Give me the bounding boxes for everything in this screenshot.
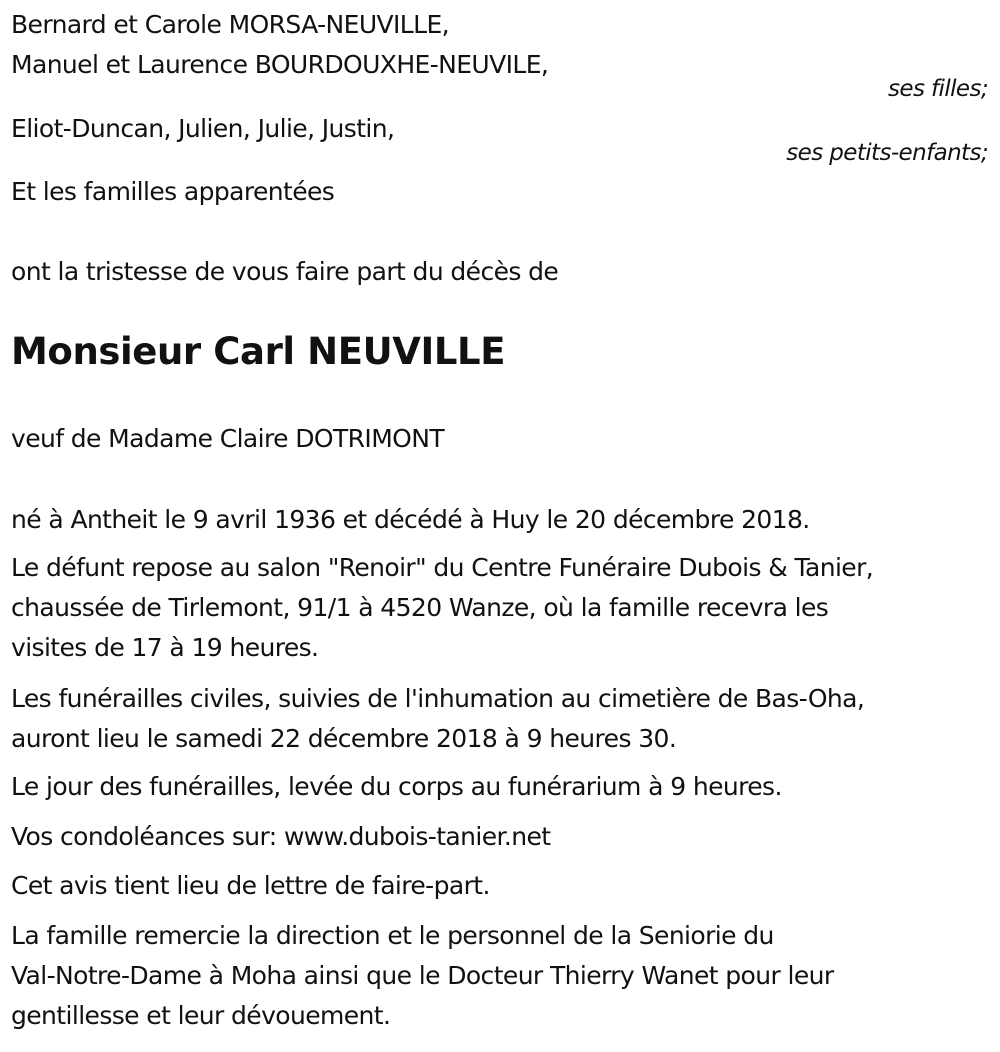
rest-line-1: Le défunt repose au salon "Renoir" du Centre Funéraire Dubois & Tanier, <box>11 553 874 582</box>
family-line-2: Manuel et Laurence BOURDOUXHE-NEUVILE, <box>11 50 549 79</box>
grandchildren-line: Eliot-Duncan, Julien, Julie, Justin, <box>11 114 395 143</box>
birth-death-line: né à Antheit le 9 avril 1936 et décédé à Huy le 20 décembre 2018. <box>11 505 810 534</box>
family-line-1: Bernard et Carole MORSA-NEUVILLE, <box>11 10 449 39</box>
departure-line: Le jour des funérailles, levée du corps au funérarium à 9 heures. <box>11 772 782 801</box>
funeral-line-2: auront lieu le samedi 22 décembre 2018 à 9 heures 30. <box>11 724 677 753</box>
condolences-line: Vos condoléances sur: www.dubois-tanier.net <box>11 822 551 851</box>
funeral-line-1: Les funérailles civiles, suivies de l'inhumation au cimetière de Bas-Oha, <box>11 684 865 713</box>
grandchildren-label: ses petits-enfants; <box>786 140 988 166</box>
related-families-line: Et les familles apparentées <box>11 177 335 206</box>
widower-line: veuf de Madame Claire DOTRIMONT <box>11 424 445 453</box>
rest-line-2: chaussée de Tirlemont, 91/1 à 4520 Wanze, où la famille recevra les <box>11 593 829 622</box>
rest-line-3: visites de 17 à 19 heures. <box>11 633 319 662</box>
thanks-line-1: La famille remercie la direction et le personnel de la Seniorie du <box>11 921 774 950</box>
thanks-line-2: Val-Notre-Dame à Moha ainsi que le Docteur Thierry Wanet pour leur <box>11 961 834 990</box>
thanks-line-3: gentillesse et leur dévouement. <box>11 1001 391 1030</box>
announcement-line: ont la tristesse de vous faire part du décès de <box>11 257 559 286</box>
notice-line: Cet avis tient lieu de lettre de faire-part. <box>11 871 490 900</box>
deceased-name: Monsieur Carl NEUVILLE <box>11 330 506 373</box>
daughters-label: ses filles; <box>888 76 988 102</box>
